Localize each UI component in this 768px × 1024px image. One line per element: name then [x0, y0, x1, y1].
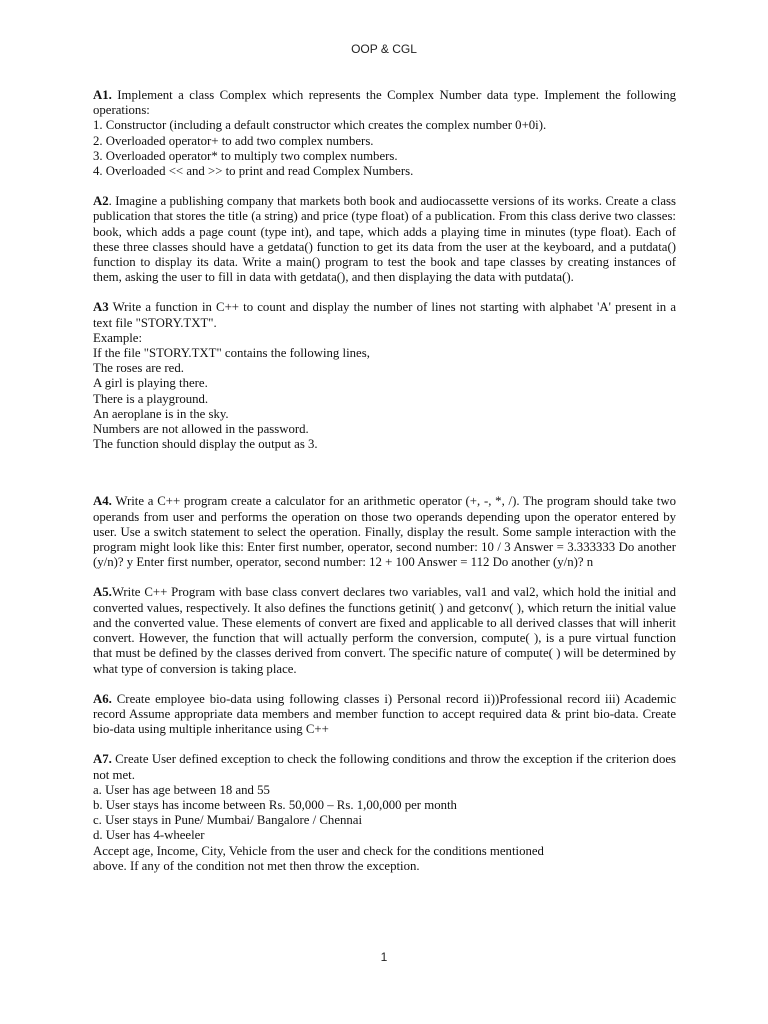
question-a6-label: A6. — [93, 691, 112, 706]
question-a2-label: A2 — [93, 194, 109, 209]
list-item: 3. Overloaded operator* to multiply two complex numbers. — [93, 148, 398, 163]
question-a5 — [93, 585, 676, 676]
list-item: 4. Overloaded << and >> to print and read Complex Numbers. — [93, 164, 414, 179]
question-a5-label: A5. — [93, 585, 112, 600]
page-header: OOP & CGL — [351, 42, 417, 56]
list-item: 2. Overloaded operator+ to add two complex numbers. — [93, 133, 374, 148]
question-a7 — [93, 752, 676, 874]
list-item: Accept age, Income, City, Vehicle from the user and check for the conditions mentioned — [93, 843, 544, 858]
list-item: above. If any of the condition not met then throw the exception. — [93, 858, 420, 873]
question-a7-intro — [93, 752, 676, 782]
question-a1 — [93, 88, 676, 179]
question-a2-paragraph — [93, 194, 676, 285]
question-a1-text: Implement a class Complex which represents the Complex Number data type. Implement the following operations: — [93, 88, 677, 118]
list-item: Numbers are not allowed in the password. — [93, 422, 309, 437]
list-item: d. User has 4-wheeler — [93, 828, 205, 843]
question-a6 — [93, 692, 676, 738]
question-a4-text: Write a C++ program create a calculator for an arithmetic operator (+, -, *, /). The program should take two operands from user and performs the operation on those two operands depending upon the operator entered by user. Use a switch statement to select the operation. Finally, display the result. Some sample interaction with the program might look like this: Enter first number, operator, second number: 10 / 3 Answer = 3.333333 Do another (y/n)? y Enter first number, operator, second number: 12 + 100 Answer = 112 Do another (y/n)? n — [93, 494, 676, 570]
question-a4-label: A4. — [93, 494, 112, 509]
list-item: An aeroplane is in the sky. — [93, 406, 229, 421]
question-a6-text: Create employee bio-data using following classes i) Personal record ii))Professional record iii) Academic record Assume appropriate data members and member function to accept required data & print bio-data. Create bio-data using multiple inheritance using C++ — [93, 691, 677, 737]
question-a3-label: A3 — [93, 300, 109, 315]
list-item: The function should display the output as 3. — [93, 437, 318, 452]
question-a4-paragraph — [93, 494, 676, 570]
question-a1-label: A1. — [93, 88, 112, 102]
question-a3-text: Write a function in C++ to count and display the number of lines not starting with alphabet 'A' present in a text file "STORY.TXT". — [93, 300, 676, 330]
list-item: The roses are red. — [93, 361, 184, 376]
document-body — [93, 88, 676, 874]
page-number: 1 — [380, 950, 388, 964]
question-a3 — [93, 300, 676, 452]
question-a5-text: Write C++ Program with base class convert declares two variables, val1 and val2, which hold the initial and converted values, respectively. It also defines the functions getinit( ) and getconv( ), which return the initial value and the converted value. These elements of convert are fixed and applicable to all derived classes that will inherit convert. However, the function that will actually perform the conversion, compute( ), is a pure virtual function that must be defined by the classes derived from convert. The specific nature of compute( ) will be determined by what type of conversion is taking place. — [93, 585, 676, 676]
list-item: c. User stays in Pune/ Mumbai/ Bangalore / Chennai — [93, 813, 363, 828]
question-a7-text: Create User defined exception to check the following conditions and throw the exception if the criterion does not met. — [93, 752, 676, 782]
question-a7-label: A7. — [93, 752, 112, 767]
list-item: A girl is playing there. — [93, 376, 208, 391]
list-item: 1. Constructor (including a default constructor which creates the complex number 0+0i). — [93, 118, 547, 133]
question-a3-intro — [93, 300, 676, 330]
list-item: a. User has age between 18 and 55 — [93, 782, 270, 797]
list-item: There is a playground. — [93, 391, 209, 406]
list-item: Example: — [93, 330, 143, 345]
list-item: If the file "STORY.TXT" contains the following lines, — [93, 346, 370, 361]
list-item: b. User stays has income between Rs. 50,000 – Rs. 1,00,000 per month — [93, 797, 457, 812]
question-a5-paragraph — [93, 585, 676, 676]
question-a6-paragraph — [93, 692, 676, 738]
question-a4 — [93, 494, 676, 570]
question-a2 — [93, 194, 676, 285]
question-a2-text: . Imagine a publishing company that markets both book and audiocassette versions of its works. Create a class publication that stores the title (a string) and price (type float) of a publication. From this class derive two classes: book, which adds a page count (type int), and tape, which adds a playing time in minutes (type float). Each of these three classes should have a getdata() function to get its data from the user at the keyboard, and a putdata() function to display its data. Write a main() program to test the book and tape classes by creating instances of them, asking the user to fill in data with getdata(), and then displaying the data with putdata(). — [93, 194, 676, 285]
question-a1-intro — [93, 88, 676, 118]
